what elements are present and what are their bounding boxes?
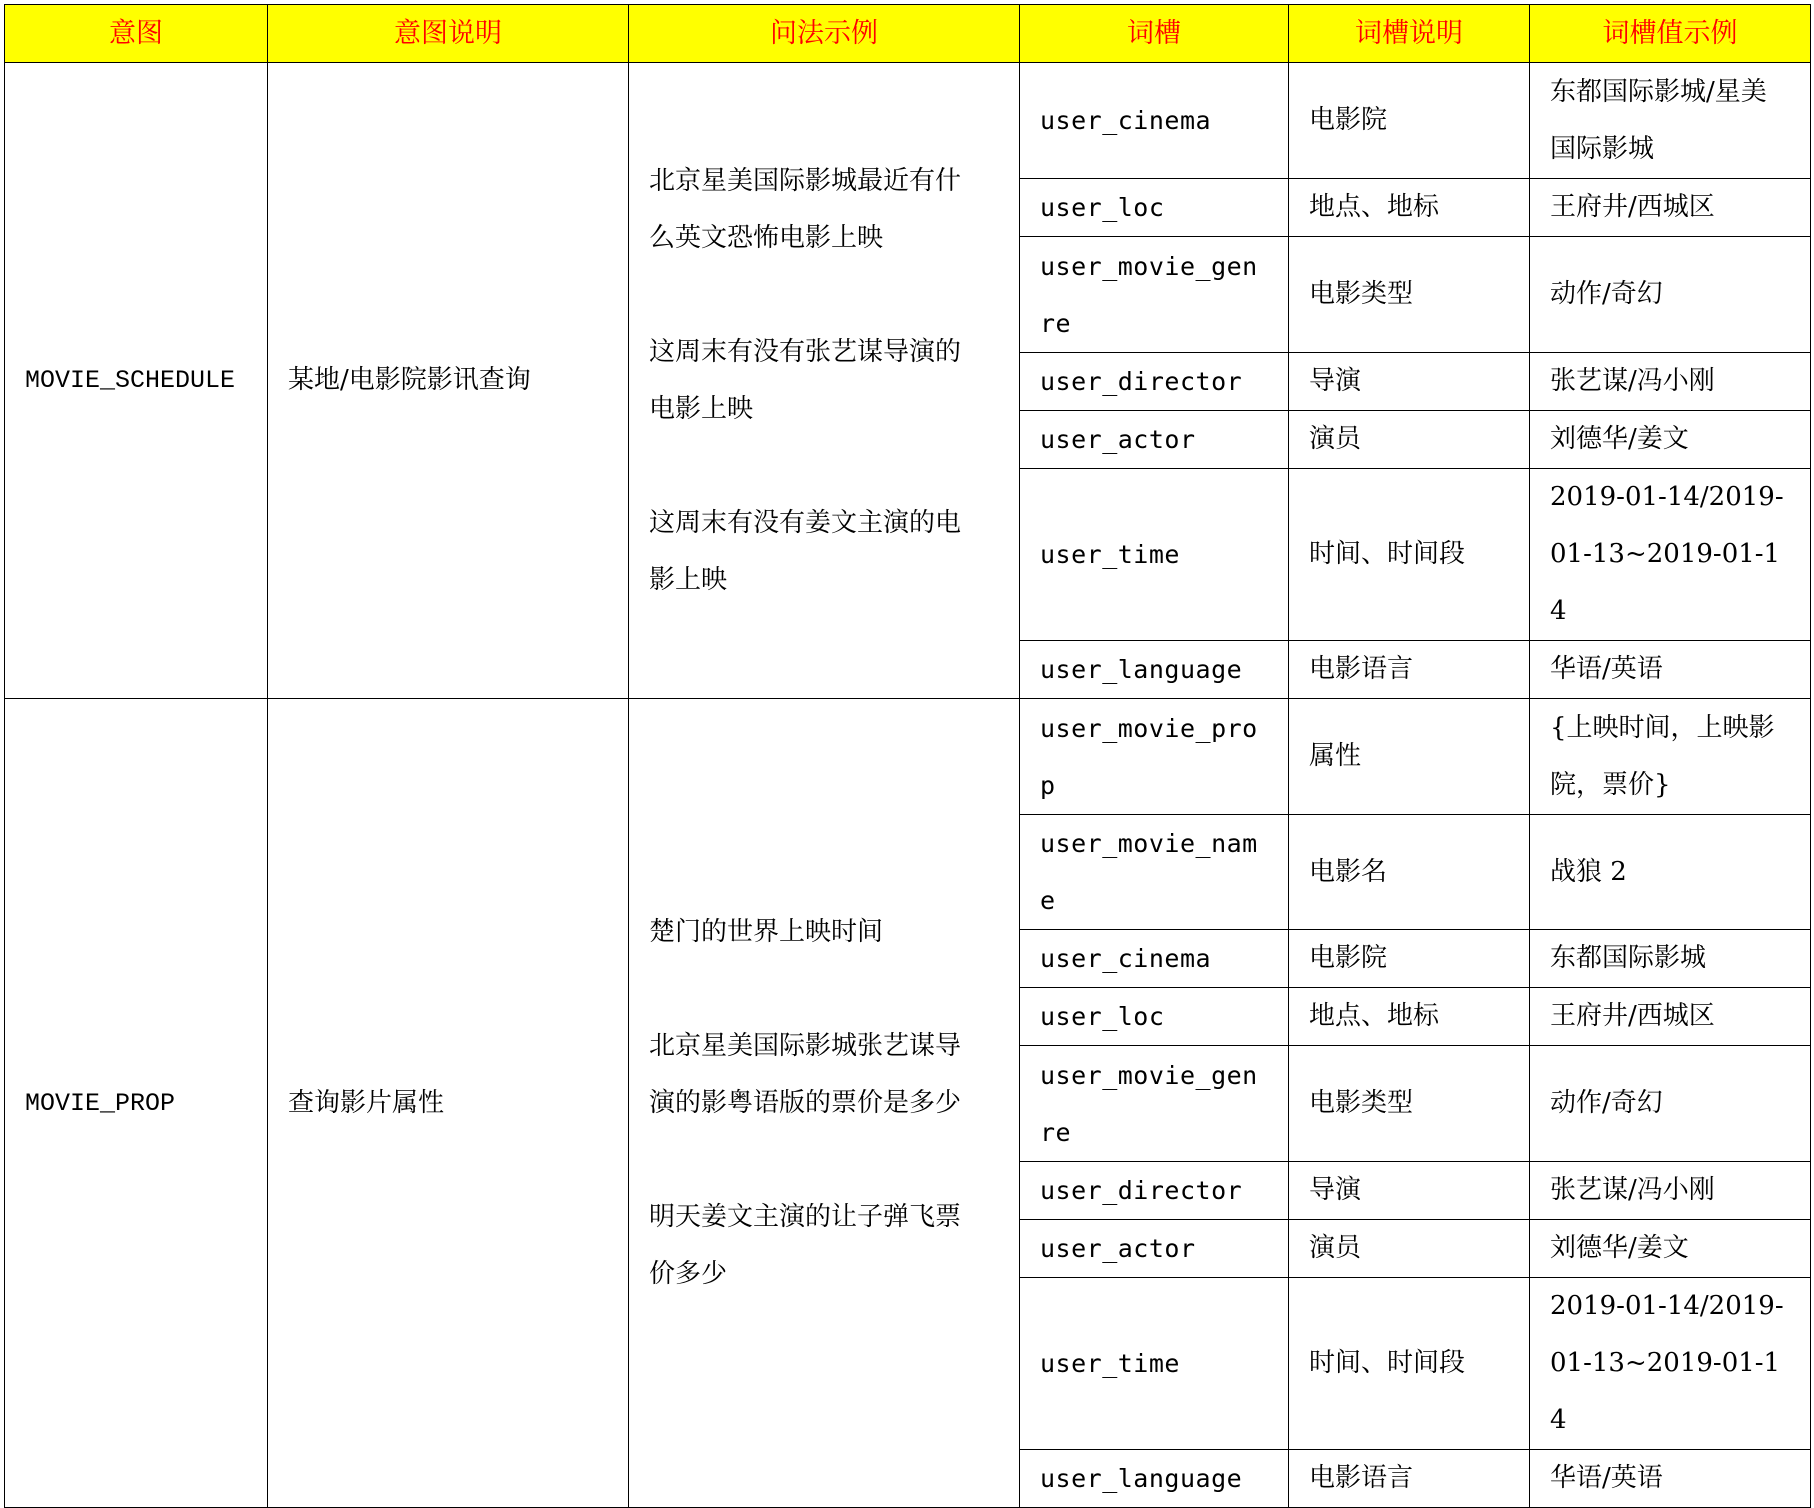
example-query: 北京星美国际影城最近有什么英文恐怖电影上映 <box>649 165 962 253</box>
header-intent: 意图 <box>5 5 268 63</box>
slot-desc-cell: 导演 <box>1289 353 1530 411</box>
slot-desc-cell: 电影名 <box>1289 815 1530 930</box>
example-query: 这周末有没有姜文主演的电影上映 <box>649 507 962 595</box>
slot-desc-cell: 属性 <box>1289 699 1530 815</box>
slot-values-cell: 王府井/西城区 <box>1530 988 1811 1046</box>
slot-values-cell: 东都国际影城/星美国际影城 <box>1530 63 1811 179</box>
intent-desc-cell: 查询影片属性 <box>268 699 629 1508</box>
slot-values-cell: 2019-01-14/2019-01-13~2019-01-14 <box>1530 1278 1811 1450</box>
slot-desc-cell: 演员 <box>1289 1220 1530 1278</box>
slot-values-cell: 张艺谋/冯小刚 <box>1530 353 1811 411</box>
example-query: 楚门的世界上映时间 <box>649 916 884 947</box>
slot-values-cell: 华语/英语 <box>1530 1450 1811 1508</box>
slot-name-cell: user_cinema <box>1020 930 1289 988</box>
slot-values-cell: 2019-01-14/2019-01-13~2019-01-14 <box>1530 469 1811 641</box>
table-row <box>5 63 1811 179</box>
table-row <box>5 699 1811 815</box>
slot-name-cell: user_director <box>1020 1162 1289 1220</box>
intent-cell: MOVIE_PROP <box>5 699 268 1508</box>
slot-desc-cell: 地点、地标 <box>1289 179 1530 237</box>
slot-name-cell: user_movie_genre <box>1020 1046 1289 1162</box>
intent-slot-document <box>4 4 1811 1508</box>
slot-values-cell: 华语/英语 <box>1530 641 1811 699</box>
slot-desc-cell: 电影类型 <box>1289 1046 1530 1162</box>
intent-cell: MOVIE_SCHEDULE <box>5 63 268 699</box>
slot-name-cell: user_movie_genre <box>1020 237 1289 353</box>
slot-desc-cell: 导演 <box>1289 1162 1530 1220</box>
slot-desc-cell: 时间、时间段 <box>1289 1278 1530 1450</box>
example-query: 这周末有没有张艺谋导演的电影上映 <box>649 336 962 424</box>
slot-desc-cell: 地点、地标 <box>1289 988 1530 1046</box>
header-examples: 问法示例 <box>629 5 1020 63</box>
intent-desc-cell: 某地/电影院影讯查询 <box>268 63 629 699</box>
slot-values-cell: 刘德华/姜文 <box>1530 411 1811 469</box>
examples-cell <box>629 699 1020 1508</box>
slot-name-cell: user_time <box>1020 469 1289 641</box>
slot-values-cell: 东都国际影城 <box>1530 930 1811 988</box>
slot-desc-cell: 电影语言 <box>1289 641 1530 699</box>
slot-name-cell: user_loc <box>1020 179 1289 237</box>
header-intent-desc: 意图说明 <box>268 5 629 63</box>
slot-values-cell: 动作/奇幻 <box>1530 237 1811 353</box>
slot-desc-cell: 演员 <box>1289 411 1530 469</box>
example-query: 北京星美国际影城张艺谋导演的影粤语版的票价是多少 <box>649 1030 962 1118</box>
slot-name-cell: user_movie_prop <box>1020 699 1289 815</box>
slot-name-cell: user_language <box>1020 1450 1289 1508</box>
slot-name-cell: user_cinema <box>1020 63 1289 179</box>
slot-values-cell: 战狼 2 <box>1530 815 1811 930</box>
slot-values-cell: {上映时间，上映影院，票价} <box>1530 699 1811 815</box>
header-slot: 词槽 <box>1020 5 1289 63</box>
slot-name-cell: user_director <box>1020 353 1289 411</box>
example-query: 明天姜文主演的让子弹飞票价多少 <box>649 1201 962 1289</box>
examples-cell <box>629 63 1020 699</box>
slot-desc-cell: 电影语言 <box>1289 1450 1530 1508</box>
header-row <box>5 5 1811 63</box>
slot-values-cell: 动作/奇幻 <box>1530 1046 1811 1162</box>
slot-values-cell: 王府井/西城区 <box>1530 179 1811 237</box>
header-slot-values: 词槽值示例 <box>1530 5 1811 63</box>
slot-desc-cell: 电影院 <box>1289 63 1530 179</box>
slot-name-cell: user_actor <box>1020 411 1289 469</box>
slot-desc-cell: 时间、时间段 <box>1289 469 1530 641</box>
slot-name-cell: user_time <box>1020 1278 1289 1450</box>
header-slot-desc: 词槽说明 <box>1289 5 1530 63</box>
slot-values-cell: 张艺谋/冯小刚 <box>1530 1162 1811 1220</box>
slot-name-cell: user_loc <box>1020 988 1289 1046</box>
slot-name-cell: user_actor <box>1020 1220 1289 1278</box>
intent-slot-table <box>4 4 1811 1508</box>
slot-values-cell: 刘德华/姜文 <box>1530 1220 1811 1278</box>
slot-name-cell: user_movie_name <box>1020 815 1289 930</box>
slot-desc-cell: 电影类型 <box>1289 237 1530 353</box>
slot-name-cell: user_language <box>1020 641 1289 699</box>
slot-desc-cell: 电影院 <box>1289 930 1530 988</box>
